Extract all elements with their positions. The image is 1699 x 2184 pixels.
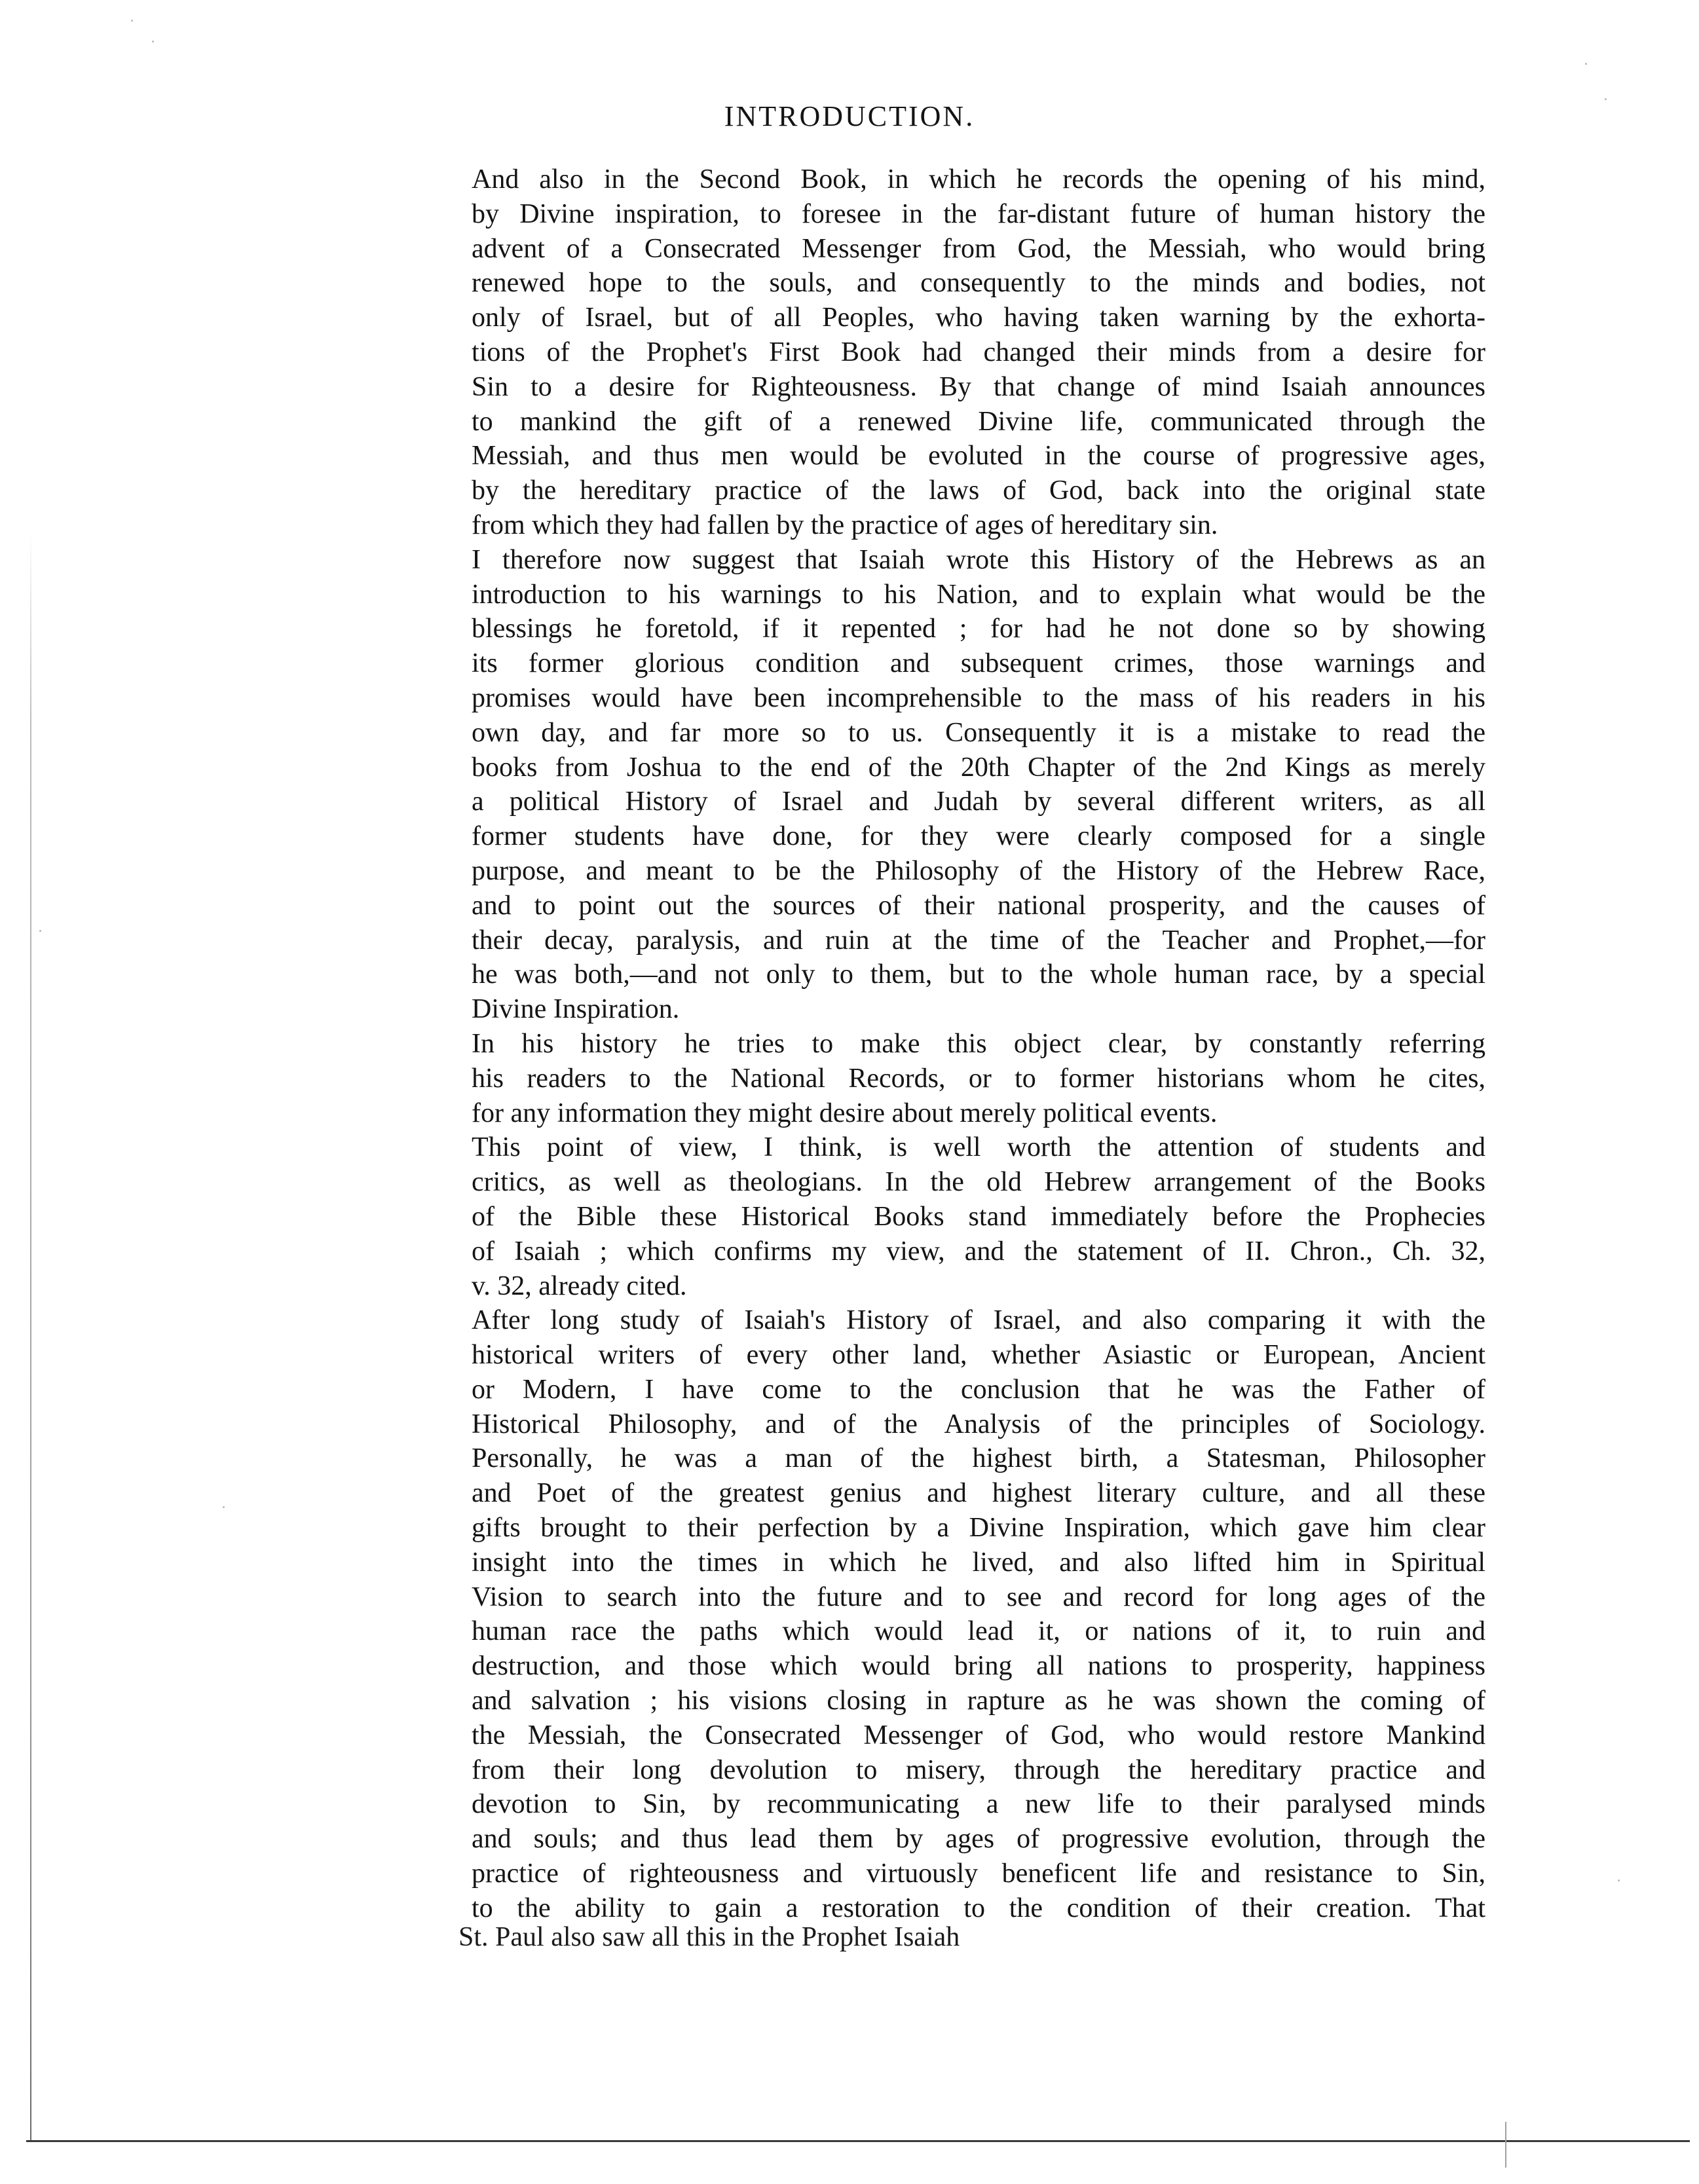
text-line: Historical Philosophy, and of the Analysis of the principles of Sociology. [472, 1409, 1485, 1439]
text-line: its former glorious condition and subsequent crimes, those warnings and [472, 648, 1485, 679]
text-line: or Modern, I have come to the conclusion that he was the Father of [472, 1374, 1485, 1405]
paragraph-2 [443, 543, 1485, 1027]
scan-speck [131, 20, 133, 22]
text-line: critics, as well as theologians. In the old Hebrew arrangement of the Books [472, 1167, 1485, 1198]
text-line: a political History of Israel and Judah by several different writers, as all [472, 787, 1485, 817]
text-line: the Messiah, the Consecrated Messenger of God, who would restore Mankind [472, 1720, 1485, 1750]
text-line: from which they had fallen by the practice of ages of hereditary sin. [472, 509, 1218, 540]
paragraph-4 [443, 1130, 1485, 1303]
scan-mark [1505, 2122, 1506, 2168]
page-edge-left [30, 530, 31, 2141]
text-line: own day, and far more so to us. Consequently it is a mistake to read the [472, 717, 1485, 748]
scan-speck [152, 41, 154, 43]
paragraph-3 [443, 1027, 1485, 1130]
text-line: And also in the Second Book, in which he records the opening of his mind, [472, 164, 1485, 194]
paragraph-1 [443, 162, 1485, 543]
text-line: only of Israel, but of all Peoples, who having taken warning by the exhorta- [472, 303, 1485, 333]
text-line: Messiah, and thus men would be evoluted in the course of progressive ages, [472, 441, 1485, 472]
text-line: and Poet of the greatest genius and highest literary culture, and all these [472, 1478, 1485, 1509]
text-line: introduction to his warnings to his Nation, and to explain what would be the [472, 579, 1485, 610]
paragraph-5 [443, 1303, 1485, 1925]
text-line: promises would have been incomprehensible to the mass of his readers in his [472, 682, 1485, 713]
text-line: renewed hope to the souls, and consequently to the minds and bodies, not [472, 268, 1485, 299]
page-title: INTRODUCTION. [724, 100, 975, 132]
scan-speck [1605, 98, 1607, 100]
scan-speck [1618, 1879, 1620, 1881]
text-line: their decay, paralysis, and ruin at the time of the Teacher and Prophet,—for [472, 925, 1485, 955]
text-line: practice of righteousness and virtuously beneficent life and resistance to Sin, [472, 1859, 1485, 1889]
text-line: In his history he tries to make this object clear, by constantly referring [472, 1028, 1485, 1059]
text-line: Divine Inspiration. [472, 994, 680, 1025]
page-edge-bottom [26, 2140, 1690, 2142]
scan-speck [39, 930, 41, 932]
text-line: former students have done, for they were clearly composed for a single [472, 821, 1485, 852]
cutoff-text-line [458, 1922, 1113, 1955]
text-line: Sin to a desire for Righteousness. By that change of mind Isaiah announces [472, 371, 1485, 402]
text-line: and to point out the sources of their national prosperity, and the causes of [472, 890, 1485, 921]
text-line: of Isaiah ; which confirms my view, and the statement of II. Chron., Ch. 32, [472, 1236, 1485, 1267]
text-line: v. 32, already cited. [472, 1270, 687, 1301]
body-text [443, 162, 1485, 1926]
scan-speck [223, 1506, 225, 1508]
text-line: purpose, and meant to be the Philosophy of the History of the Hebrew Race, [472, 855, 1485, 886]
text-line: destruction, and those which would bring all nations to prosperity, happiness [472, 1651, 1485, 1682]
text-line: Vision to search into the future and to see and record for long ages of the [472, 1582, 1485, 1612]
text-line: blessings he foretold, if it repented ; for had he not done so by showing [472, 614, 1485, 644]
text-line: by Divine inspiration, to foresee in the far-distant future of human history the [472, 198, 1485, 229]
text-line: he was both,—and not only to them, but to the whole human race, by a special [472, 959, 1485, 990]
text-line: from their long devolution to misery, through the hereditary practice and [472, 1754, 1485, 1785]
text-line: for any information they might desire about merely political events. [472, 1098, 1218, 1128]
text-line: historical writers of every other land, whether Asiastic or European, Ancient [472, 1340, 1485, 1371]
text-line: to the ability to gain a restoration to the condition of their creation. That [472, 1893, 1485, 1923]
text-line: After long study of Isaiah's History of Israel, and also comparing it with the [472, 1305, 1485, 1336]
text-line: advent of a Consecrated Messenger from God, the Messiah, who would bring [472, 233, 1485, 264]
text-line: by the hereditary practice of the laws of God, back into the original state [472, 475, 1485, 506]
text-line: tions of the Prophet's First Book had changed their minds from a desire for [472, 337, 1485, 367]
text-line: and souls; and thus lead them by ages of progressive evolution, through the [472, 1824, 1485, 1855]
text-line: human race the paths which would lead it, or nations of it, to ruin and [472, 1616, 1485, 1647]
text-line: gifts brought to their perfection by a Divine Inspiration, which gave him clear [472, 1513, 1485, 1544]
text-line: insight into the times in which he lived, and also lifted him in Spiritual [472, 1547, 1485, 1578]
cutoff-text: St. Paul also saw all this in the Prophet Isaiah [458, 1922, 960, 1952]
text-line: of the Bible these Historical Books stand immediately before the Prophecies [472, 1201, 1485, 1232]
text-line: I therefore now suggest that Isaiah wrote this History of the Hebrews as an [472, 544, 1485, 575]
text-line: This point of view, I think, is well worth the attention of students and [472, 1132, 1485, 1163]
text-line: books from Joshua to the end of the 20th Chapter of the 2nd Kings as merely [472, 752, 1485, 783]
text-line: devotion to Sin, by recommunicating a new life to their paralysed minds [472, 1789, 1485, 1820]
text-line: Personally, he was a man of the highest birth, a Statesman, Philosopher [472, 1443, 1485, 1474]
text-line: his readers to the National Records, or to former historians whom he cites, [472, 1063, 1485, 1094]
text-line: and salvation ; his visions closing in rapture as he was shown the coming of [472, 1686, 1485, 1716]
scan-speck [1585, 63, 1587, 65]
text-line: to mankind the gift of a renewed Divine life, communicated through the [472, 406, 1485, 437]
